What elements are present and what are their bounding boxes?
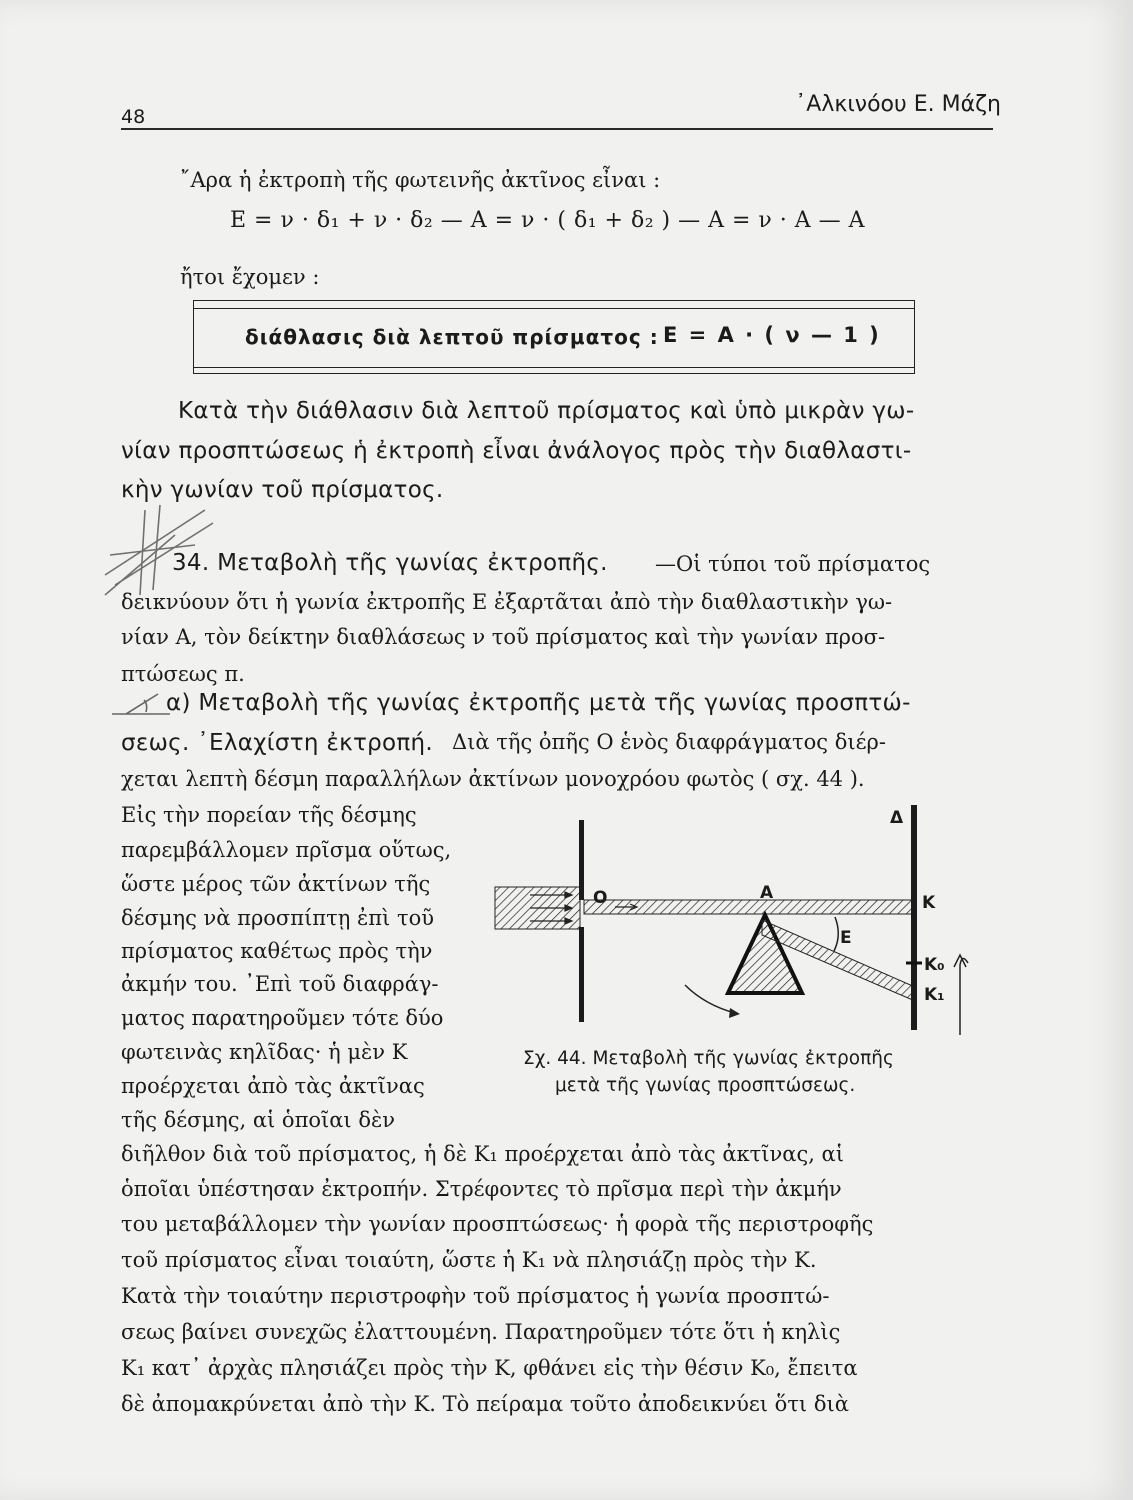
left-column-line: ὥστε μέρος τῶν ἀκτίνων τῆς	[121, 872, 431, 896]
running-head: ᾿Αλκινόου Ε. Μάζη	[795, 92, 1001, 117]
intro-line: ῎Αρα ἡ ἐκτροπὴ τῆς φωτεινῆς ἀκτῖνος εἶναι :	[180, 168, 661, 192]
intro-conclusion: ἤτοι ἔχομεν :	[180, 265, 320, 289]
label-K0: K₀	[924, 955, 945, 975]
figure-caption-line2: μετὰ τῆς γωνίας προσπτώσεως.	[555, 1075, 856, 1096]
label-A: A	[760, 883, 774, 903]
figure-44-prism-diagram	[490, 795, 990, 1050]
label-K: K	[922, 893, 936, 913]
thin-prism-formula: E = A · ( ν — 1 )	[663, 323, 881, 347]
subsection-a-line: Διὰ τῆς ὀπῆς O ἑνὸς διαφράγματος διέρ-	[452, 730, 886, 754]
formula-box	[193, 300, 915, 374]
diaphragm-upper	[579, 820, 584, 900]
deviation-equation: E = ν · δ₁ + ν · δ₂ — A = ν · ( δ₁ + δ₂ ) — A = ν · A — A	[230, 208, 865, 233]
formula-box-label: διάθλασις διὰ λεπτοῦ πρίσματος :	[245, 325, 659, 349]
section-34-heading: 34. Μεταβολὴ τῆς γωνίας ἐκτροπῆς.	[172, 550, 608, 576]
left-column-line: ματος παρατηροῦμεν τότε δύο	[121, 1006, 444, 1030]
section-34-line: δεικνύουν ὅτι ἡ γωνία ἐκτροπῆς E ἐξαρτᾶται ἀπὸ τὴν διαθλαστικὴν γω-	[121, 590, 893, 614]
section-34-line: πτώσεως π.	[121, 662, 245, 686]
page-number: 48	[121, 106, 146, 128]
statement-line: νίαν προσπτώσεως ἡ ἐκτροπὴ εἶναι ἀνάλογος πρὸς τὴν διαθλαστι-	[121, 438, 912, 464]
figure-caption-line1: Σχ. 44. Μεταβολὴ τῆς γωνίας ἐκτροπῆς	[523, 1048, 894, 1069]
left-column-line: δέσμης νὰ προσπίπτῃ ἐπὶ τοῦ	[121, 906, 434, 930]
page-header	[121, 92, 1001, 128]
body-line: τοῦ πρίσματος εἶναι τοιαύτη, ὥστε ἡ K₁ νὰ πλησιάζῃ πρὸς τὴν K.	[121, 1248, 817, 1272]
body-line: K₁ κατ᾿ ἀρχὰς πλησιάζει πρὸς τὴν K, φθάνει εἰς τὴν θέσιν K₀, ἔπειτα	[121, 1356, 858, 1380]
diaphragm-lower	[579, 927, 584, 1022]
label-Delta: Δ	[890, 808, 904, 828]
body-line: διῆλθον διὰ τοῦ πρίσματος, ἡ δὲ K₁ προέρχεται ἀπὸ τὰς ἀκτῖνας, αἱ	[121, 1142, 844, 1166]
subsection-a-heading-cont: σεως. ᾿Ελαχίστη ἐκτροπή.	[121, 730, 434, 756]
label-O: O	[593, 888, 608, 908]
left-column-line: τῆς δέσμης, αἱ ὁποῖαι δὲν	[121, 1108, 396, 1132]
left-column-line: φωτεινὰς κηλῖδας· ἡ μὲν K	[121, 1040, 408, 1064]
body-line: Κατὰ τὴν τοιαύτην περιστροφὴν τοῦ πρίσματος ἡ γωνία προσπτώ-	[121, 1284, 830, 1308]
header-rule	[121, 128, 993, 130]
label-K1: K₁	[924, 985, 945, 1005]
formula-box-inner-rule-bottom	[193, 367, 915, 368]
left-column-line: πρίσματος καθέτως πρὸς τὴν	[121, 939, 433, 963]
screen-motion-arrow	[960, 958, 968, 1035]
subsection-a-line: χεται λεπτὴ δέσμη παραλλήλων ἀκτίνων μονοχρόου φωτὸς ( σχ. 44 ).	[121, 767, 865, 791]
screen-delta	[911, 805, 917, 1030]
rotation-arrow	[685, 985, 735, 1013]
statement-line: κὴν γωνίαν τοῦ πρίσματος.	[121, 477, 444, 503]
left-column-line: ἀκμήν του. ᾿Επὶ τοῦ διαφράγ-	[121, 972, 439, 996]
label-E: E	[840, 928, 852, 948]
section-34-line: νίαν A, τὸν δείκτην διαθλάσεως ν τοῦ πρίσματος καὶ τὴν γωνίαν προσ-	[121, 625, 886, 649]
body-line: δὲ ἀπομακρύνεται ἀπὸ τὴν K. Τὸ πείραμα τοῦτο ἀποδεικνύει ὅτι διὰ	[121, 1392, 849, 1416]
subsection-a-heading: α) Μεταβολὴ τῆς γωνίας ἐκτροπῆς μετὰ τῆς γωνίας προσπτώ-	[166, 690, 911, 716]
left-column-line: Εἰς τὴν πορείαν τῆς δέσμης	[121, 803, 417, 827]
left-column-line: προέρχεται ἀπὸ τὰς ἀκτῖνας	[121, 1074, 425, 1098]
statement-line: Κατὰ τὴν διάθλασιν διὰ λεπτοῦ πρίσματος καὶ ὑπὸ μικρὰν γω-	[178, 398, 915, 424]
body-line: ὁποῖαι ὑπέστησαν ἐκτροπήν. Στρέφοντες τὸ πρῖσμα περὶ τὴν ἀκμήν	[121, 1177, 842, 1201]
section-34-line: —Οἱ τύποι τοῦ πρίσματος	[655, 552, 931, 576]
left-column-line: παρεμβάλλομεν πρῖσμα οὕτως,	[121, 838, 452, 862]
body-line: του μεταβάλλομεν τὴν γωνίαν προσπτώσεως· ἡ φορὰ τῆς περιστροφῆς	[121, 1212, 874, 1236]
deviation-angle-arc	[834, 917, 838, 951]
formula-box-inner-rule-top	[193, 308, 915, 309]
body-line: σεως βαίνει συνεχῶς ἐλαττουμένη. Παρατηροῦμεν τότε ὅτι ἡ κηλὶς	[121, 1320, 841, 1344]
